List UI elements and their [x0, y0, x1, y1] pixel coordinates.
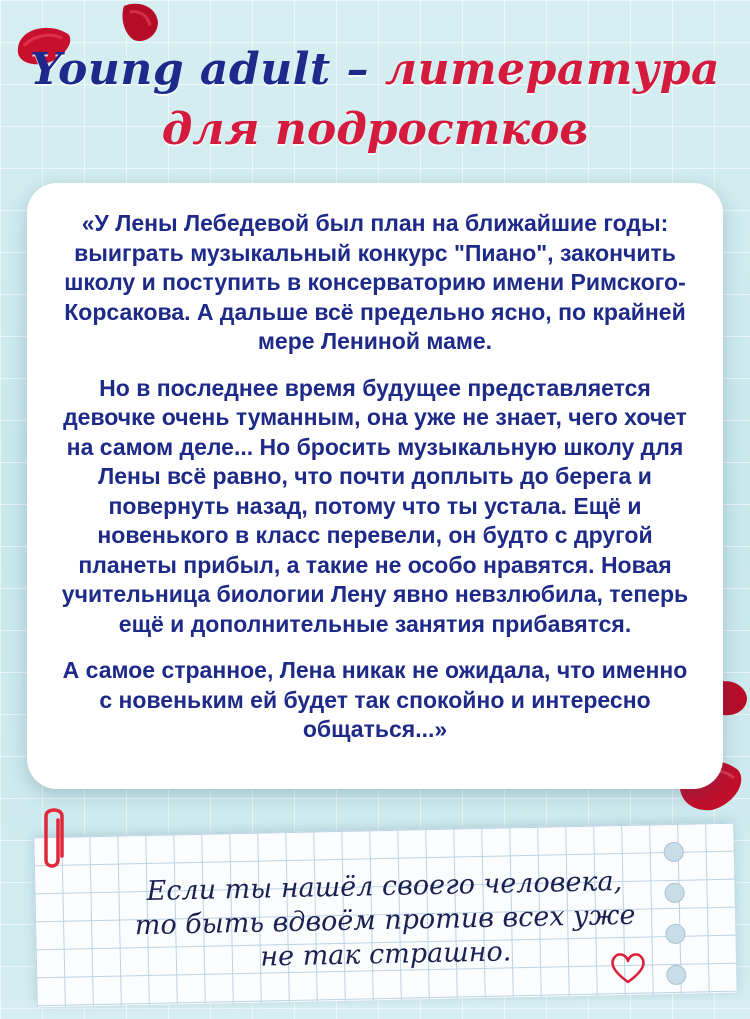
description-paragraph-3: А самое странное, Лена никак не ожидала, что именно с новеньким ей будет так спокойно и интересно общаться...»	[62, 657, 688, 742]
book-description	[57, 209, 693, 762]
page-title	[0, 44, 750, 155]
rose-petal-icon	[118, 0, 162, 46]
description-paragraph-2: Но в последнее время будущее представляется девочке очень туманным, она уже не знает, чего хочет на самом деле... Но бросить музыкальную школу для Лены всё равно, что почти доплыть до берега и повернуть назад, потому что ты устала. Ещё и новенького в класс перевели, он будто с другой планеты прибыл, а такие не особо нравятся. Новая учительница биологии Лену явно невзлюбила, теперь ещё и дополнительные занятия прибавятся.	[61, 374, 689, 637]
title-literature: литература	[384, 44, 721, 95]
description-paragraph-1: «У Лены Лебедевой был план на ближайшие годы: выиграть музыкальный конкурс "Пиано", закончить школу и поступить в консерваторию имени Римского-Корсакова. А дальше всё предельно ясно, по крайней мере Лениной маме.	[64, 210, 686, 354]
heart-doodle-icon	[608, 950, 648, 986]
quote-line-2: то быть вдвоём против всех уже	[134, 899, 636, 942]
paperclip-icon	[38, 806, 68, 876]
title-for-teens: для подростков	[161, 104, 589, 155]
note-hole	[664, 842, 684, 862]
note-hole	[666, 965, 686, 985]
quote-line-1: Если ты нашёл своего человека,	[146, 866, 623, 907]
quote-line-3: не так страшно.	[259, 936, 512, 973]
book-description-card	[27, 183, 723, 789]
title-young-adult: Young adult –	[29, 44, 385, 95]
